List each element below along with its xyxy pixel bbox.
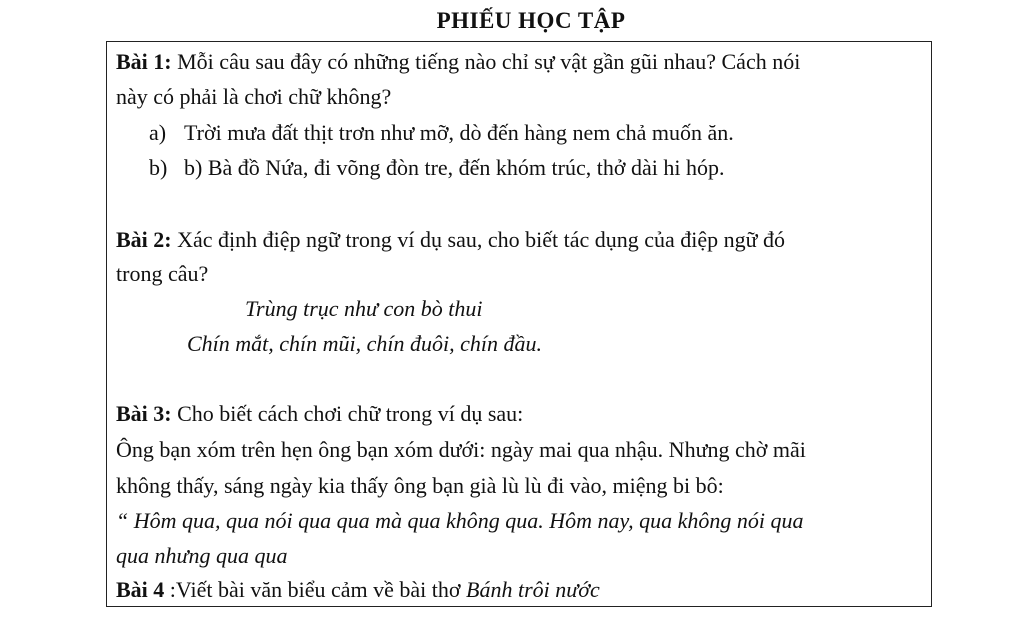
bai2-label: Bài 2: [116,227,172,252]
bai3-quote-line1: “ Hôm qua, qua nói qua qua mà qua không qua. Hôm nay, qua không nói qua [116,508,804,533]
bai2-question-line1 [116,227,785,253]
bai3-question [116,401,523,427]
bai2-question-text: Xác định điệp ngữ trong ví dụ sau, cho biết tác dụng của điệp ngữ đó [171,227,786,252]
bai1-item-a-text: Trời mưa đất thịt trơn như mỡ, dò đến hàng nem chả muốn ăn. [184,120,734,145]
bai3-label: Bài 3: [116,401,172,426]
bai1-item-a-marker: a) [149,120,167,145]
bai2-verse-line2: Chín mắt, chín mũi, chín đuôi, chín đầu. [187,331,543,356]
bai3-story-line1: Ông bạn xóm trên hẹn ông bạn xóm dưới: ngày mai qua nhậu. Nhưng chờ mãi [116,437,806,462]
bai1-question-line1 [116,49,800,75]
bai4-label: Bài 4 [116,577,165,602]
bai1-item-b-marker: b) [149,155,168,180]
bai1-label: Bài 1: [116,49,172,74]
bai3-story-line2: không thấy, sáng ngày kia thấy ông bạn già lù lù đi vào, miệng bi bô: [116,473,724,498]
bai4-poem-title: Bánh trôi nước [466,577,600,602]
bai3-quote-line2: qua nhưng qua qua [116,543,288,568]
bai4-line [116,577,600,603]
bai3-question-text: Cho biết cách chơi chữ trong ví dụ sau: [171,401,524,426]
bai1-item-b-text: b) Bà đồ Nứa, đi võng đòn tre, đến khóm trúc, thở dài hi hóp. [184,155,725,180]
bai2-question-line2: trong câu? [116,261,209,286]
worksheet-box [106,41,932,607]
bai1-question-line2: này có phải là chơi chữ không? [116,84,392,109]
bai2-verse-line1: Trùng trục như con bò thui [245,296,483,321]
bai1-question-text: Mỗi câu sau đây có những tiếng nào chỉ sự vật gần gũi nhau? Cách nói [171,49,801,74]
worksheet-title: PHIẾU HỌC TẬP [436,8,626,33]
bai4-text: :Viết bài văn biểu cảm về bài thơ [164,577,467,602]
